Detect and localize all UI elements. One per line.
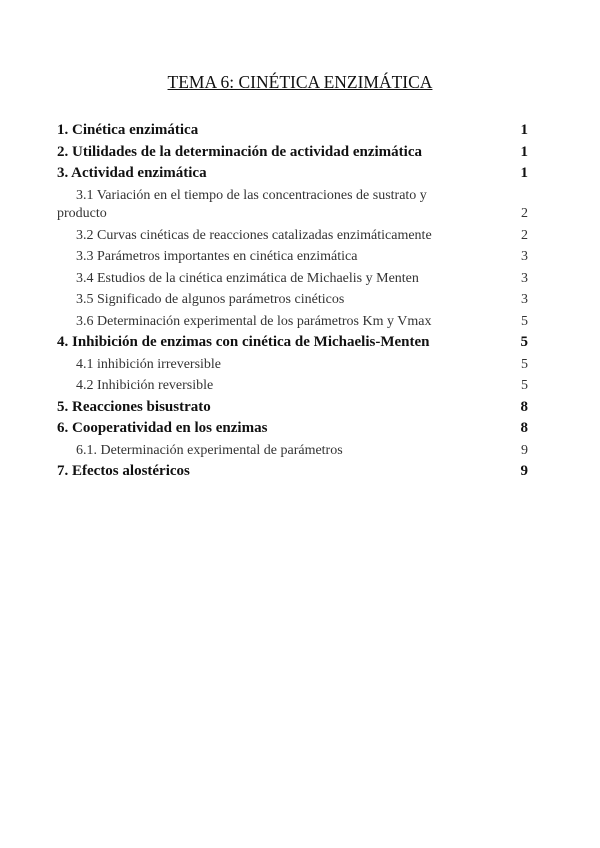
toc-entry[interactable]	[57, 163, 528, 185]
document-title: TEMA 6: CINÉTICA ENZIMÁTICA	[167, 72, 433, 92]
toc-entry-title: 3.5 Significado de algunos parámetros cinéticos	[76, 292, 345, 307]
toc-entry-page: 1	[520, 122, 528, 138]
toc-entry-page: 3	[521, 270, 528, 286]
toc-entry-page: 2	[521, 227, 528, 243]
toc-entry[interactable]	[57, 375, 528, 397]
toc-entry-title: 7. Efectos alostéricos	[57, 463, 190, 479]
toc-entry[interactable]	[57, 289, 528, 311]
toc-entry[interactable]	[57, 311, 528, 333]
toc-entry-page: 5	[521, 313, 528, 329]
toc-entry[interactable]	[57, 185, 528, 225]
toc-entry-title: 3.2 Curvas cinéticas de reacciones catalizadas enzimáticamente	[76, 227, 432, 243]
table-of-contents	[57, 120, 528, 483]
toc-entry-page: 8	[520, 398, 528, 415]
toc-entry-page: 9	[521, 442, 528, 458]
toc-entry-page: 9	[520, 463, 528, 479]
toc-entry-title: 5. Reacciones bisustrato	[57, 398, 211, 415]
toc-entry-title: 4.1 inhibición irreversible	[76, 356, 222, 372]
toc-entry[interactable]	[57, 246, 528, 268]
toc-entry[interactable]	[57, 354, 528, 376]
toc-entry[interactable]	[57, 440, 528, 462]
toc-entry-title: 4. Inhibición de enzimas con cinética de Michaelis-Menten	[57, 334, 430, 350]
toc-entry-title: 3.6 Determinación experimental de los parámetros Km y Vmax	[76, 313, 432, 329]
toc-entry[interactable]	[57, 461, 528, 483]
toc-entry-title: 6.1. Determinación experimental de parámetros	[76, 442, 343, 458]
toc-entry[interactable]	[57, 142, 528, 164]
toc-entry-title: 3.1 Variación en el tiempo de las concentraciones de sustrato y producto	[57, 187, 427, 221]
toc-entry-page: 5	[520, 334, 528, 350]
toc-entry[interactable]	[57, 120, 528, 142]
toc-entry-page: 2	[521, 205, 528, 221]
toc-entry[interactable]	[57, 418, 528, 440]
toc-entry-page: 3	[521, 249, 528, 264]
toc-entry-title: 3.4 Estudios de la cinética enzimática de Michaelis y Menten	[76, 270, 419, 286]
toc-entry-page: 8	[520, 420, 528, 436]
toc-entry-page: 1	[520, 165, 528, 181]
toc-entry-page: 3	[521, 292, 528, 307]
toc-entry-title: 6. Cooperatividad en los enzimas	[57, 420, 268, 436]
toc-entry-page: 1	[520, 143, 528, 160]
toc-entry[interactable]	[57, 332, 528, 354]
toc-entry-page: 5	[521, 356, 528, 372]
toc-entry-title: 3. Actividad enzimática	[57, 165, 207, 181]
toc-entry[interactable]	[57, 397, 528, 419]
toc-entry-page: 5	[521, 378, 528, 393]
toc-entry-title: 2. Utilidades de la determinación de actividad enzimática	[57, 143, 422, 160]
toc-entry-title: 1. Cinética enzimática	[57, 122, 199, 138]
toc-entry-title: 3.3 Parámetros importantes en cinética enzimática	[76, 249, 358, 264]
toc-entry[interactable]	[57, 225, 528, 247]
toc-entry-title: 4.2 Inhibición reversible	[76, 378, 214, 393]
toc-entry[interactable]	[57, 268, 528, 290]
